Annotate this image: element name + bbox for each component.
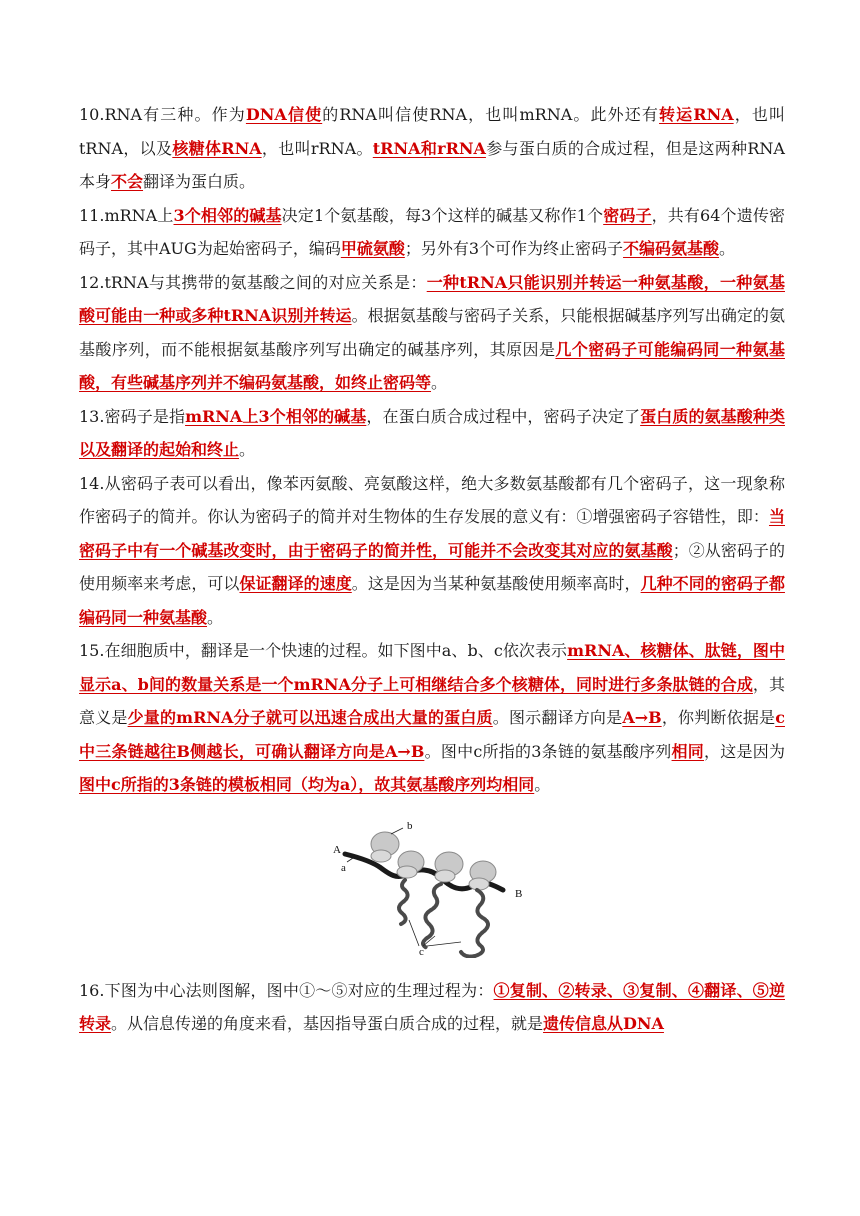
translation-figure [331, 818, 531, 958]
question-13 [79, 400, 785, 467]
answer-text: 3个相邻的碱基 [173, 205, 282, 225]
body-text: 11.mRNA上 [79, 205, 174, 225]
document-body [79, 98, 785, 1041]
body-text: 。 [719, 239, 736, 258]
body-text: 10.RNA有三种。作为 [79, 105, 246, 124]
answer-text: 保证翻译的速度 [239, 574, 352, 593]
body-text: 。 [534, 775, 551, 794]
answer-text: 不编码氨基酸 [623, 239, 720, 258]
body-text: 。 [239, 440, 256, 459]
question-12 [79, 266, 785, 400]
question-14 [79, 467, 785, 635]
body-text: 16.下图为中心法则图解，图中①～⑤对应的生理过程为： [79, 980, 494, 1000]
body-text: ，在蛋白质合成过程中，密码子决定了 [366, 406, 641, 426]
body-text: 。 [207, 607, 224, 627]
answer-text: 当密码子中有一个碱基改变时，由于密码子的简并性，可能并不会改变其对应的氨基酸 [79, 507, 785, 560]
answer-text: 遗传信息从DNA [543, 1014, 664, 1033]
label-B: B [515, 887, 523, 900]
body-text: 14.从密码子表可以看出，像苯丙氨酸、亮氨酸这样，绝大多数氨基酸都有几个密码子，这一现象称作密码子的简并。你认为密码子的简并对生物体的生存发展的意义有：①增强密码子容错性，即： [79, 473, 785, 526]
label-b: b [407, 819, 413, 832]
body-text: 参与蛋白质的合成过程，但是这两种RNA本身 [79, 138, 785, 191]
answer-text: ①复制、②转录、③复制、④翻译、⑤逆转录 [79, 980, 785, 1033]
peptide-chain-1 [399, 880, 408, 924]
body-text: ，这是因为 [704, 741, 785, 761]
answer-text: 不会 [111, 172, 144, 191]
body-text: ，其意义是 [79, 674, 785, 727]
body-text: 翻译为蛋白质。 [143, 172, 256, 191]
question-16 [79, 974, 785, 1041]
ribosome-3 [435, 852, 463, 882]
leader-c-1 [409, 920, 419, 946]
body-text: ，共有64个遗传密码子，其中AUG为起始密码子，编码 [79, 205, 785, 258]
body-text: ；②从密码子的使用频率来考虑，可以 [79, 540, 785, 593]
body-text: 。 [431, 373, 448, 392]
answer-text: 几种不同的密码子都编码同一种氨基酸 [79, 574, 785, 627]
answer-text: 蛋白质的氨基酸种类以及翻译的起始和终止 [79, 406, 785, 459]
answer-text: mRNA、核糖体、肽链，图中显示a、b间的数量关系是一个mRNA分子上可相继结合多个核糖体，同时进行多条肽链的合成 [79, 641, 785, 694]
answer-text: 一种tRNA只能识别并转运一种氨基酸，一种氨基酸可能由一种或多种tRNA识别并转运 [79, 272, 785, 325]
leader-c-3 [427, 942, 461, 946]
body-text: 15.在细胞质中，翻译是一个快速的过程。如下图中a、b、c依次表示 [79, 641, 568, 660]
label-c: c [419, 945, 424, 958]
leader-b [391, 828, 403, 834]
answer-text: c中三条链越往B侧越长，可确认翻译方向是A→B [79, 708, 785, 761]
body-text: ，你判断依据是 [661, 708, 776, 727]
answer-text: A→B [622, 708, 662, 727]
body-text: 。根据氨基酸与密码子关系，只能根据碱基序列写出确定的氨基酸序列，而不能根据氨基酸序列写出确定的碱基序列，其原因是 [79, 306, 785, 359]
body-text: 的RNA叫信使RNA，也叫mRNA。此外还有 [322, 105, 660, 124]
body-text: 决定1个氨基酸，每3个这样的碱基又称作1个 [281, 205, 604, 225]
ribosome-2 [397, 851, 424, 878]
answer-text: 图中c所指的3条链的模板相同（均为a），故其氨基酸序列均相同 [79, 775, 535, 794]
body-text: 12.tRNA与其携带的氨基酸之间的对应关系是： [79, 272, 427, 292]
answer-text: 核糖体RNA [172, 138, 262, 158]
peptide-chain-3 [461, 890, 488, 957]
question-11 [79, 199, 785, 266]
answer-text: DNA信使 [245, 105, 323, 124]
label-A: A [333, 843, 341, 856]
body-text: ；另外有3个可作为终止密码子 [404, 239, 624, 258]
answer-text: 几个密码子可能编码同一种氨基酸，有些碱基序列并不编码氨基酸，如终止密码等 [79, 339, 785, 392]
body-text: ，也叫rRNA。 [261, 138, 373, 158]
answer-text: 相同 [671, 741, 705, 761]
answer-text: 转运RNA [659, 105, 734, 124]
answer-text: tRNA和rRNA [372, 138, 486, 158]
question-10 [79, 98, 785, 199]
label-a: a [341, 861, 346, 874]
body-text: 。图示翻译方向是 [492, 708, 623, 727]
body-text: 。从信息传递的角度来看，基因指导蛋白质合成的过程，就是 [111, 1014, 544, 1033]
body-text: 。这是因为当某种氨基酸使用频率高时， [351, 574, 641, 593]
question-15 [79, 634, 785, 802]
ribosome-1 [371, 832, 399, 862]
leader-a [347, 858, 353, 862]
body-text: 。图中c所指的3条链的氨基酸序列 [424, 741, 672, 761]
answer-text: 甲硫氨酸 [340, 239, 405, 258]
answer-text: mRNA上3个相邻的碱基 [185, 406, 367, 426]
body-text: ，也叫tRNA，以及 [79, 105, 785, 158]
answer-text: 密码子 [603, 205, 652, 225]
answer-text: 少量的mRNA分子就可以迅速合成出大量的蛋白质 [127, 708, 493, 727]
body-text: 13.密码子是指 [79, 406, 186, 426]
translation-diagram [331, 818, 531, 958]
